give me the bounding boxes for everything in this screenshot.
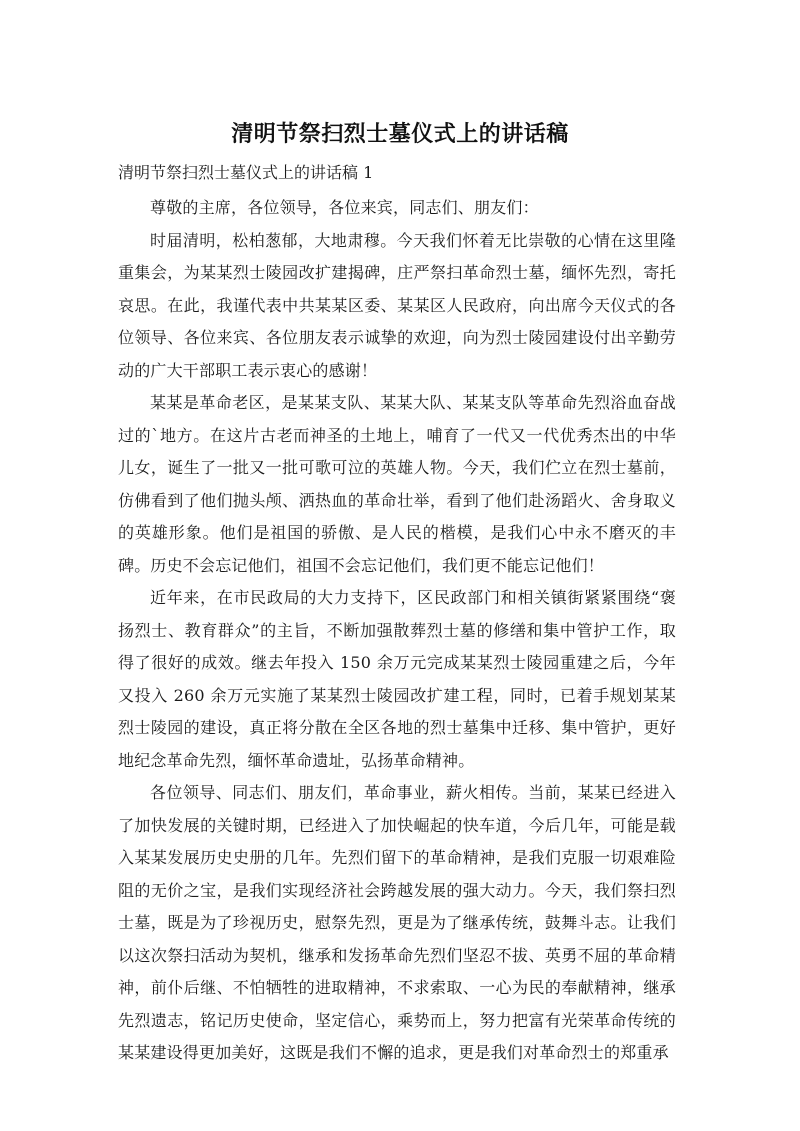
paragraph-opening: 时届清明，松柏葱郁，大地肃穆。今天我们怀着无比崇敬的心情在这里隆重集会，为某某烈士陵园改扩建揭碑，庄严祭扫革命烈士墓，缅怀先烈，寄托哀思。在此，我谨代表中共某某区委、某某区人民政府，向出席今天仪式的各位领导、各位来宾、各位朋友表示诚挚的欢迎，向为烈士陵园建设付出辛勤劳动的广大干部职工表示衷心的感谢！: [118, 230, 676, 380]
document-title: 清明节祭扫烈士墓仪式上的讲话稿: [231, 122, 569, 147]
document-body: [118, 192, 676, 1070]
paragraph-greeting: 尊敬的主席，各位领导，各位来宾，同志们、朋友们：: [150, 198, 539, 217]
paragraph-history: 某某是革命老区，是某某支队、某某大队、某某支队等革命先烈浴血奋战过的`地方。在这片古老而神圣的土地上，哺育了一代又一代优秀杰出的中华儿女，诞生了一批又一批可歌可泣的英雄人物。今天，我们伫立在烈士墓前，仿佛看到了他们抛头颅、洒热血的革命壮举，看到了他们赴汤蹈火、舍身取义的英雄形象。他们是祖国的骄傲、是人民的楷模，是我们心中永不磨灭的丰碑。历史不会忘记他们，祖国不会忘记他们，我们更不能忘记他们！: [118, 393, 676, 575]
paragraph-achievements: 近年来，在市民政局的大力支持下，区民政部门和相关镇街紧紧围绕“褒扬烈士、教育群众”的主旨，不断加强散葬烈士墓的修缮和集中管护工作，取得了很好的成效。继去年投入 150 余万元完成某某烈士陵园重建之后，今年又投入 260 余万元实施了某某烈士陵园改扩建工程，同时，已着手规划某某烈士陵园的建设，真正将分散在全区各地的烈士墓集中迁移、集中管护，更好地纪念革命先烈，缅怀革命遗址，弘扬革命精神。: [118, 588, 676, 770]
paragraph-call-to-action: 各位领导、同志们、朋友们，革命事业，薪火相传。当前，某某已经进入了加快发展的关键时期，已经进入了加快崛起的快车道，今后几年，可能是载入某某发展历史史册的几年。先烈们留下的革命精神，是我们克服一切艰难险阻的无价之宝，是我们实现经济社会跨越发展的强大动力。今天，我们祭扫烈士墓，既是为了珍视历史，慰祭先烈，更是为了继承传统，鼓舞斗志。让我们以这次祭扫活动为契机，继承和发扬革命先烈们坚忍不拔、英勇不屈的革命精神，前仆后继、不怕牺牲的进取精神，不求索取、一心为民的奉献精神，继承先烈遗志，铭记历史使命，坚定信心，乘势而上，努力把富有光荣革命传统的某某建设得更加美好，这既是我们不懈的追求，更是我们对革命烈士的郑重承: [118, 783, 676, 1062]
document-subtitle: 清明节祭扫烈士墓仪式上的讲话稿 1: [118, 163, 374, 182]
